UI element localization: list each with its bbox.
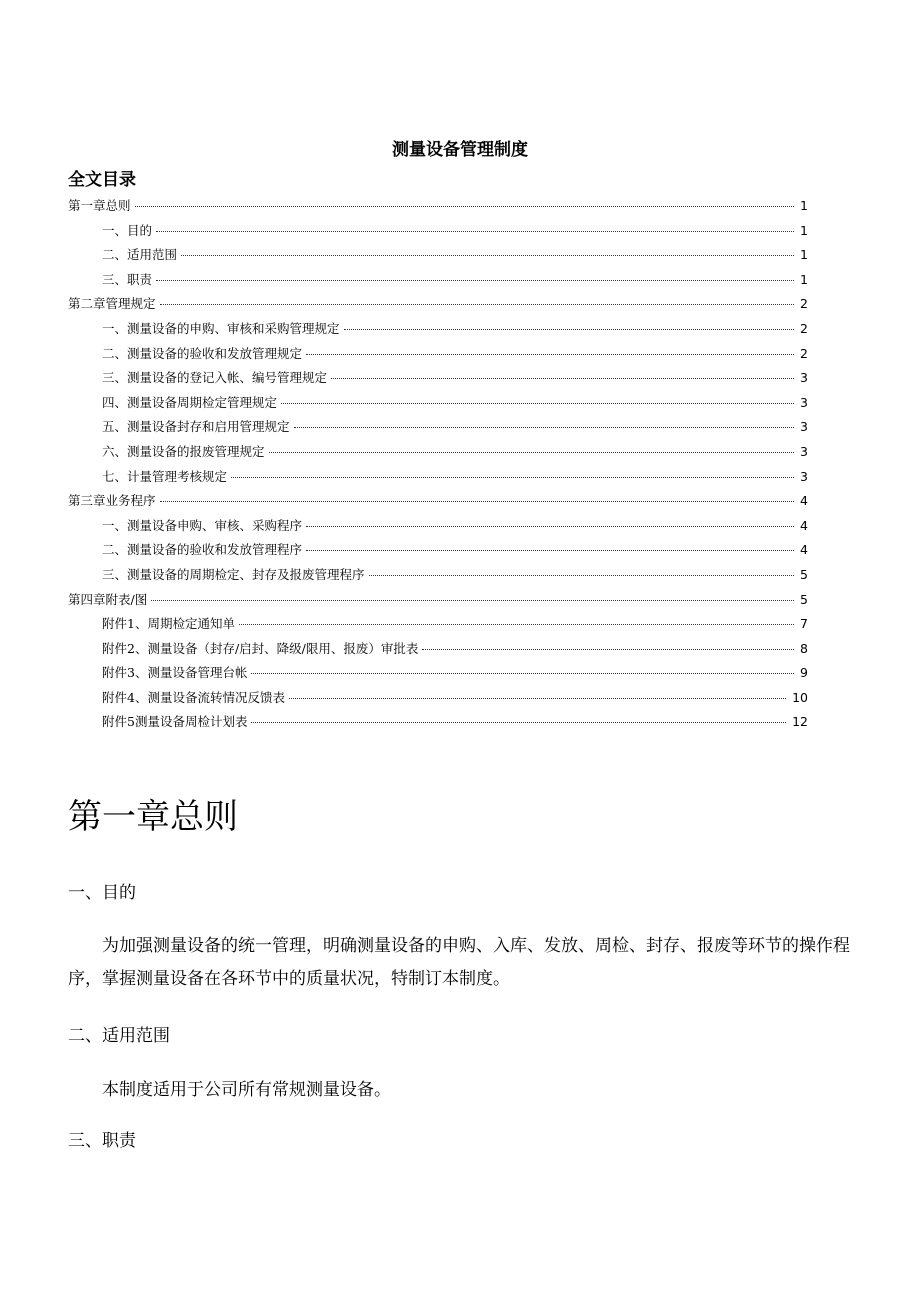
toc-entry-page-number: 3 <box>800 394 808 410</box>
toc-entry-label: 第四章附表/图 <box>68 591 148 607</box>
toc-dot-leader <box>160 501 795 502</box>
toc-dot-leader <box>151 600 794 601</box>
toc-entry[interactable] <box>68 639 808 664</box>
toc-entry-page-number: 3 <box>800 419 808 435</box>
section-body-purpose: 为加强测量设备的统一管理，明确测量设备的申购、入库、发放、周检、封存、报废等环节的操作程序，掌握测量设备在各环节中的质量状况，特制订本制度。 <box>68 936 850 989</box>
section-heading-purpose: 一、目的 <box>68 883 136 903</box>
chapter-heading: 第一章总则 <box>68 797 238 837</box>
toc-entry-label: 附件3、测量设备管理台帐 <box>102 665 248 681</box>
toc-entry-page-number: 1 <box>800 247 808 263</box>
toc-entry[interactable] <box>68 270 808 295</box>
toc-entry-page-number: 3 <box>800 443 808 459</box>
toc-entry-page-number: 1 <box>800 271 808 287</box>
toc-entry-page-number: 8 <box>800 640 808 656</box>
toc-entry-label: 附件2、测量设备（封存/启封、降级/限用、报废）审批表 <box>102 640 419 656</box>
toc-heading: 全文目录 <box>68 170 136 190</box>
toc-dot-leader <box>251 673 794 674</box>
toc-entry[interactable] <box>68 614 808 639</box>
toc-entry-page-number: 4 <box>800 493 808 509</box>
toc-entry-page-number: 5 <box>800 566 808 582</box>
toc-dot-leader <box>306 526 794 527</box>
document-title: 测量设备管理制度 <box>392 140 528 160</box>
toc-entry-label: 二、适用范围 <box>102 247 178 263</box>
toc-entry-label: 三、测量设备的周期检定、封存及报废管理程序 <box>102 566 365 582</box>
toc-entry-label: 一、测量设备的申购、审核和采购管理规定 <box>102 320 340 336</box>
toc-entry[interactable] <box>68 344 808 369</box>
section-heading-responsibilities: 三、职责 <box>68 1131 136 1151</box>
toc-entry-page-number: 4 <box>800 542 808 558</box>
toc-entry-page-number: 3 <box>800 468 808 484</box>
toc-dot-leader <box>344 329 795 330</box>
toc-entry-page-number: 4 <box>800 517 808 533</box>
toc-entry-label: 第三章业务程序 <box>68 493 156 509</box>
table-of-contents <box>68 196 808 737</box>
toc-entry[interactable] <box>68 565 808 590</box>
toc-entry[interactable] <box>68 294 808 319</box>
toc-entry[interactable] <box>68 663 808 688</box>
toc-dot-leader <box>135 206 795 207</box>
toc-entry-label: 五、测量设备封存和启用管理规定 <box>102 419 290 435</box>
toc-entry-page-number: 7 <box>800 616 808 632</box>
toc-entry-label: 第二章管理规定 <box>68 296 156 312</box>
toc-dot-leader <box>369 575 795 576</box>
toc-entry-label: 六、测量设备的报废管理规定 <box>102 443 265 459</box>
toc-entry-label: 第一章总则 <box>68 198 131 213</box>
toc-entry-label: 三、测量设备的登记入帐、编号管理规定 <box>102 370 328 386</box>
toc-dot-leader <box>160 304 795 305</box>
toc-dot-leader <box>231 477 794 478</box>
toc-entry[interactable] <box>68 393 808 418</box>
toc-entry-page-number: 10 <box>792 689 808 705</box>
toc-dot-leader <box>239 624 794 625</box>
toc-entry-label: 附件4、测量设备流转情况反馈表 <box>102 689 285 705</box>
toc-dot-leader <box>331 378 794 379</box>
toc-entry[interactable] <box>68 540 808 565</box>
toc-entry-page-number: 2 <box>800 345 808 361</box>
toc-entry[interactable] <box>68 491 808 516</box>
toc-entry-page-number: 2 <box>800 296 808 312</box>
toc-entry[interactable] <box>68 245 808 270</box>
toc-entry-page-number: 5 <box>800 591 808 607</box>
toc-dot-leader <box>294 427 795 428</box>
toc-dot-leader <box>156 280 794 281</box>
toc-entry-page-number: 3 <box>800 370 808 386</box>
toc-dot-leader <box>156 231 794 232</box>
toc-entry-label: 附件5测量设备周检计划表 <box>102 714 248 730</box>
toc-dot-leader <box>306 354 794 355</box>
toc-entry[interactable] <box>68 467 808 492</box>
toc-entry-label: 七、计量管理考核规定 <box>102 468 228 484</box>
toc-entry[interactable] <box>68 688 808 713</box>
toc-entry[interactable] <box>68 221 808 246</box>
toc-entry-page-number: 12 <box>792 714 808 730</box>
toc-dot-leader <box>251 722 786 723</box>
toc-entry[interactable] <box>68 368 808 393</box>
toc-dot-leader <box>281 403 794 404</box>
toc-entry-page-number: 1 <box>800 198 808 213</box>
toc-entry[interactable] <box>68 590 808 615</box>
toc-dot-leader <box>289 698 786 699</box>
toc-entry[interactable] <box>68 196 808 221</box>
toc-entry-label: 二、测量设备的验收和发放管理规定 <box>102 345 303 361</box>
toc-entry[interactable] <box>68 417 808 442</box>
toc-entry-label: 一、目的 <box>102 222 153 238</box>
toc-entry-page-number: 1 <box>800 222 808 238</box>
toc-entry[interactable] <box>68 516 808 541</box>
toc-entry[interactable] <box>68 442 808 467</box>
section-body-scope: 本制度适用于公司所有常规测量设备。 <box>102 1080 391 1100</box>
toc-dot-leader <box>269 452 795 453</box>
toc-entry-label: 二、测量设备的验收和发放管理程序 <box>102 542 303 558</box>
toc-dot-leader <box>422 649 794 650</box>
toc-entry-label: 四、测量设备周期检定管理规定 <box>102 394 278 410</box>
toc-entry-page-number: 2 <box>800 320 808 336</box>
toc-entry-label: 三、职责 <box>102 271 153 287</box>
toc-dot-leader <box>181 255 794 256</box>
toc-entry[interactable] <box>68 712 808 737</box>
toc-entry-page-number: 9 <box>800 665 808 681</box>
toc-entry-label: 附件1、周期检定通知单 <box>102 616 235 632</box>
toc-entry-label: 一、测量设备申购、审核、采购程序 <box>102 517 303 533</box>
toc-entry[interactable] <box>68 319 808 344</box>
toc-dot-leader <box>306 550 794 551</box>
section-heading-scope: 二、适用范围 <box>68 1026 170 1046</box>
